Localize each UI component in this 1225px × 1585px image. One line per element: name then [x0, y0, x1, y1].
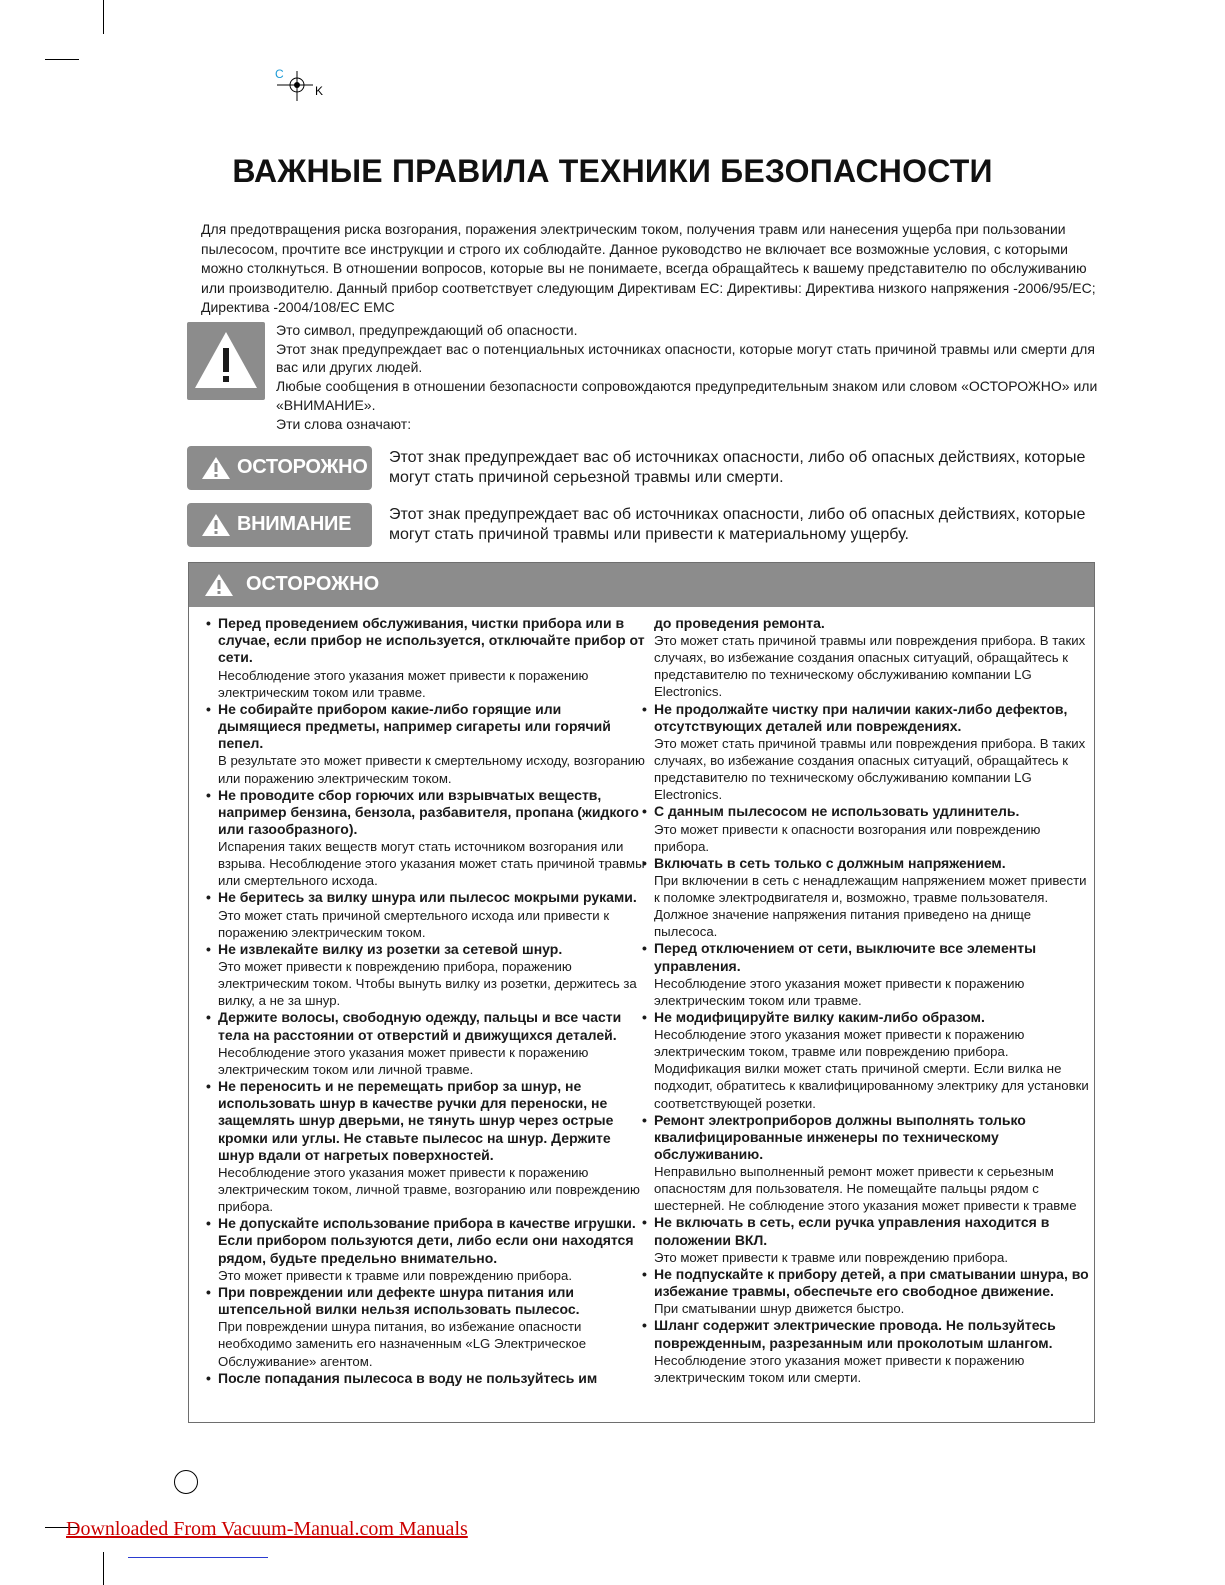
page-number-circle — [174, 1470, 198, 1494]
registration-mark — [271, 67, 331, 99]
list-item — [642, 855, 1092, 941]
registration-c: C — [275, 67, 284, 81]
list-item — [206, 701, 646, 787]
list-item — [642, 803, 1092, 854]
warning-triangle-icon — [187, 322, 265, 400]
item-body: Неправильно выполненный ремонт может привести к серьезным опасностям для пользователя. Не помещайте пальцы рядом с шестерней. Не соблюдение этого указания может привести к травме — [654, 1164, 1077, 1214]
list-item — [206, 1215, 646, 1284]
list-item — [206, 941, 646, 1009]
item-body: Несоблюдение этого указания может привести к поражению электрическим током или травме. — [218, 667, 589, 700]
crop-mark-bottom-line — [128, 1557, 268, 1558]
item-body: Несоблюдение этого указания может привести к поражению электрическим током или травме. — [654, 975, 1025, 1008]
item-heading: • Не беритесь за вилку шнура или пылесос мокрыми руками. — [218, 889, 646, 906]
item-heading: • Шланг содержит электрические провода. Не пользуйтесь поврежденным, разрезанным или проколотым шлангом. — [654, 1317, 1092, 1351]
item-heading: • С данным пылесосом не использовать удлинитель. — [654, 803, 1092, 820]
list-item — [206, 787, 646, 890]
list-item — [642, 1009, 1092, 1112]
item-body: Это может привести к повреждению прибора, поражению электрическим током. Чтобы вынуть вилку из розетки, держитесь за вилку, а не за шнур. — [218, 959, 637, 1009]
item-body: Испарения таких веществ могут стать источником возгорания или взрыва. Несоблюдение этого указания может стать причиной травмы или смертельного исхода. — [218, 839, 645, 889]
left-column — [206, 615, 646, 1387]
list-item — [642, 1214, 1092, 1266]
danger-symbol — [187, 322, 265, 400]
list-item — [642, 940, 1092, 1009]
list-item — [206, 889, 646, 940]
item-heading: • Перед отключением от сети, выключите все элементы управления. — [654, 940, 1092, 974]
item-body: Несоблюдение этого указания может привести к поражению электрическим током, травме или повреждению прибора. Модификация вилки может стать причиной смерти. Если вилка не подходит, обратитесь к квалифицированному электрику для установки соответствующей розетки. — [654, 1027, 1089, 1111]
registration-k: K — [315, 84, 324, 98]
symbol-line-4: Эти слова означают: — [276, 415, 412, 432]
page-title: ВАЖНЫЕ ПРАВИЛА ТЕХНИКИ БЕЗОПАСНОСТИ — [232, 153, 993, 189]
list-item — [206, 615, 646, 701]
item-heading: • Не продолжайте чистку при наличии каких-либо дефектов, отсутствующих деталей или повреждениях. — [654, 701, 1092, 735]
item-body: Это может привести к травме или повреждению прибора. — [218, 1267, 573, 1283]
crop-mark-top-horizontal — [45, 59, 79, 60]
warning-box-header — [189, 563, 1094, 607]
intro-paragraph: Для предотвращения риска возгорания, поражения электрическим током, получения травм или нанесения ущерба при пользовании пылесосом, прочтите все инструкции и строго их соблюдайте. Данное руководство не включает все возможные условия, с которыми можно столкнуться. В отношении вопросов, которые вы не понимаете, всегда обращайтесь к вашему представителю по обслуживанию или производителю. Данный прибор соответствует следующим Директивам ЕС: Директивы: Директива низкого напряжения -2006/95/ЕС; Директива -2004/108/ЕС ЕМС — [201, 221, 1096, 315]
crop-mark-top-vertical — [103, 0, 104, 34]
footer-link[interactable]: Downloaded From Vacuum-Manual.com Manuals — [66, 1518, 468, 1540]
list-item — [642, 1317, 1092, 1386]
list-item — [642, 701, 1092, 804]
item-body: Несоблюдение этого указания может привести к поражению электрическим током или смерти. — [654, 1352, 1025, 1385]
crosshair-icon — [277, 71, 317, 103]
item-heading: • При повреждении или дефекте шнура питания или штепсельной вилки нельзя использовать пылесос. — [218, 1284, 646, 1318]
caution-badge-desc: Этот знак предупреждает вас об источниках опасности, либо об опасных действиях, которые могут стать причиной травмы или привести к материальному ущербу. — [389, 506, 1086, 543]
item-heading: • Не собирайте прибором какие-либо горящие или дымящиеся предметы, например сигареты или горячий пепел. — [218, 701, 646, 753]
right-items — [642, 701, 1092, 1387]
item-body: Несоблюдение этого указания может привести к поражению электрическим током, личной травме, возгоранию или повреждению прибора. — [218, 1164, 640, 1215]
warning-badge-desc: Этот знак предупреждает вас об источниках опасности, либо об опасных действиях, которые могут стать причиной серьезной травмы или смерти. — [389, 449, 1086, 486]
list-item — [206, 1009, 646, 1078]
warning-triangle-icon — [204, 573, 234, 597]
item-heading: • Ремонт электроприборов должны выполнять только квалифицированные инженеры по техническому обслуживанию. — [654, 1112, 1092, 1164]
crop-mark-bottom-vertical — [103, 1552, 104, 1585]
continuation-heading: до проведения ремонта. — [654, 615, 825, 631]
item-heading: • Не подпускайте к прибору детей, а при сматывании шнура, во избежание травмы, обеспечьте его свободное движение. — [654, 1266, 1092, 1300]
symbol-line-1: Это символ, предупреждающий об опасности. — [276, 322, 578, 338]
item-body: В результате это может привести к смертельному исходу, возгоранию или поражению электрическим током. — [218, 753, 645, 786]
item-body: Это может стать причиной смертельного исхода или привести к поражению электрическим током. — [218, 907, 610, 940]
list-item — [642, 1266, 1092, 1318]
item-body: Это может стать причиной травмы или повреждения прибора. В таких случаях, во избежание создания опасных ситуаций, обращайтесь к представителю по техническому обслуживанию компании LG Electronics. — [654, 735, 1086, 803]
symbol-line-3: Любые сообщения в отношении безопасности сопровождаются предупредительным знаком или словом «ОСТОРОЖНО» или «ВНИМАНИЕ». — [276, 378, 1098, 413]
item-heading: • Не допускайте использование прибора в качестве игрушки. Если прибором пользуются дети, либо если они находятся рядом, будьте предельно внимательно. — [218, 1215, 646, 1267]
right-continuation — [642, 615, 1092, 701]
caution-badge — [187, 503, 372, 547]
item-heading: • Не извлекайте вилку из розетки за сетевой шнур. — [218, 941, 646, 958]
list-item — [642, 1112, 1092, 1215]
warning-triangle-icon — [201, 456, 231, 480]
list-item — [206, 1284, 646, 1370]
item-heading: • Не переносить и не перемещать прибор за шнур, не использовать шнур в качестве ручки для переноски, не защемлять шнур дверьми, не тянуть шнур через острые кромки или углы. Не ставьте пылесос на шнур. Держите шнур вдали от нагретых поверхностей. — [218, 1078, 646, 1164]
symbol-line-2: Этот знак предупреждает вас о потенциальных источниках опасности, которые могут стать причиной травмы или смерти для вас или других людей. — [276, 340, 1095, 376]
warning-badge — [187, 446, 372, 490]
item-body: При включении в сеть с ненадлежащим напряжением может привести к поломке электродвигателя и, возможно, травме пользователя. Должное значение напряжения питания приведено на днище пылесоса. — [654, 872, 1087, 940]
item-body: При повреждении шнура питания, во избежание опасности необходимо заменить его назначенным «LG Электрическое Обслуживание» агентом. — [218, 1319, 587, 1369]
list-item — [206, 1078, 646, 1215]
warning-triangle-icon — [201, 513, 231, 537]
item-heading: • Не модифицируйте вилку каким-либо образом. — [654, 1009, 1092, 1026]
item-body: Несоблюдение этого указания может привести к поражению электрическим током или личной травме. — [218, 1044, 589, 1077]
item-body: Это может привести к опасности возгорания или повреждению прибора. — [654, 821, 1041, 854]
right-column — [642, 615, 1092, 1386]
item-heading: • Перед проведением обслуживания, чистки прибора или в случае, если прибор не используется, отключайте прибор от сети. — [218, 615, 646, 667]
warning-box-title: ОСТОРОЖНО — [246, 573, 380, 595]
list-item — [206, 1370, 646, 1387]
item-heading: • Не включать в сеть, если ручка управления находится в положении ВКЛ. — [654, 1214, 1092, 1248]
item-heading: • Не проводите сбор горючих или взрывчатых веществ, например бензина, бензола, разбавителя, пропана (жидкого или газообразного). — [218, 787, 646, 839]
item-body: При сматывании шнур движется быстро. — [654, 1301, 905, 1317]
item-body: Это может привести к травме или повреждению прибора. — [654, 1249, 1009, 1265]
warning-badge-label: ОСТОРОЖНО — [237, 456, 368, 478]
continuation-body: Это может стать причиной травмы или повреждения прибора. В таких случаях, во избежание создания опасных ситуаций, обращайтесь к представителю по техническому обслуживанию компании LG Electronics. — [654, 633, 1086, 700]
item-heading: • Включать в сеть только с должным напряжением. — [654, 855, 1092, 872]
item-heading: • Держите волосы, свободную одежду, пальцы и все части тела на расстоянии от отверстий и движущихся деталей. — [218, 1009, 646, 1043]
symbol-explanation — [276, 321, 1106, 433]
item-heading: • После попадания пылесоса в воду не пользуйтесь им — [218, 1370, 646, 1387]
caution-badge-label: ВНИМАНИЕ — [237, 513, 352, 535]
warning-box — [188, 562, 1095, 1423]
